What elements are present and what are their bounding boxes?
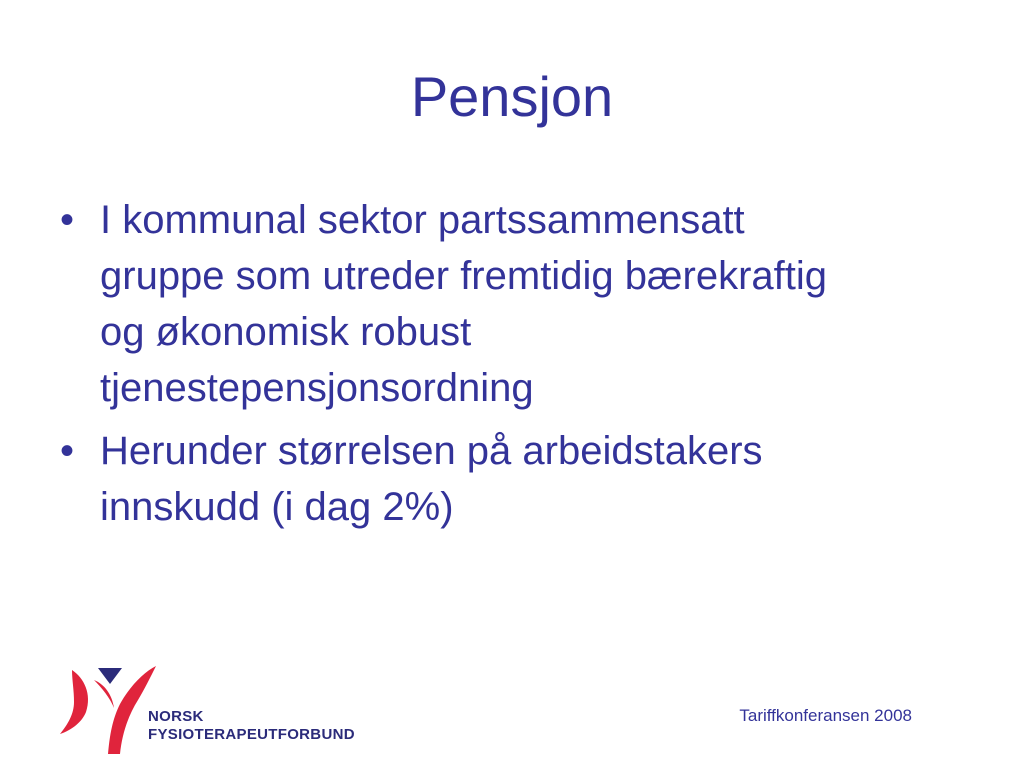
logo-text (148, 708, 355, 744)
logo-red-left-shape (60, 670, 88, 734)
bullet-line: tjenestepensjonsordning (100, 366, 534, 410)
bullet-item (60, 192, 960, 416)
bullet-line: innskudd (i dag 2%) (100, 485, 454, 529)
logo-line-2: FYSIOTERAPEUTFORBUND (148, 726, 355, 743)
footer-text: Tariffkonferansen 2008 (739, 706, 912, 725)
logo-line-1: NORSK (148, 708, 204, 725)
nff-logo-icon (58, 664, 158, 756)
bullet-line: gruppe som utreder fremtidig bærekraftig (100, 254, 827, 298)
bullet-dot: • (60, 429, 75, 473)
bullet-list (60, 192, 960, 542)
bullet-dot: • (60, 198, 75, 242)
bullet-line: og økonomisk robust (100, 310, 472, 354)
bullet-line: I kommunal sektor partssammensatt (100, 198, 745, 242)
logo-navy-triangle (98, 668, 122, 684)
bullet-item (60, 423, 960, 535)
organization-logo (58, 664, 378, 756)
bullet-line: Herunder størrelsen på arbeidstakers (100, 429, 763, 473)
logo-red-inner-shape (94, 680, 114, 708)
slide-title: Pensjon (410, 65, 614, 128)
